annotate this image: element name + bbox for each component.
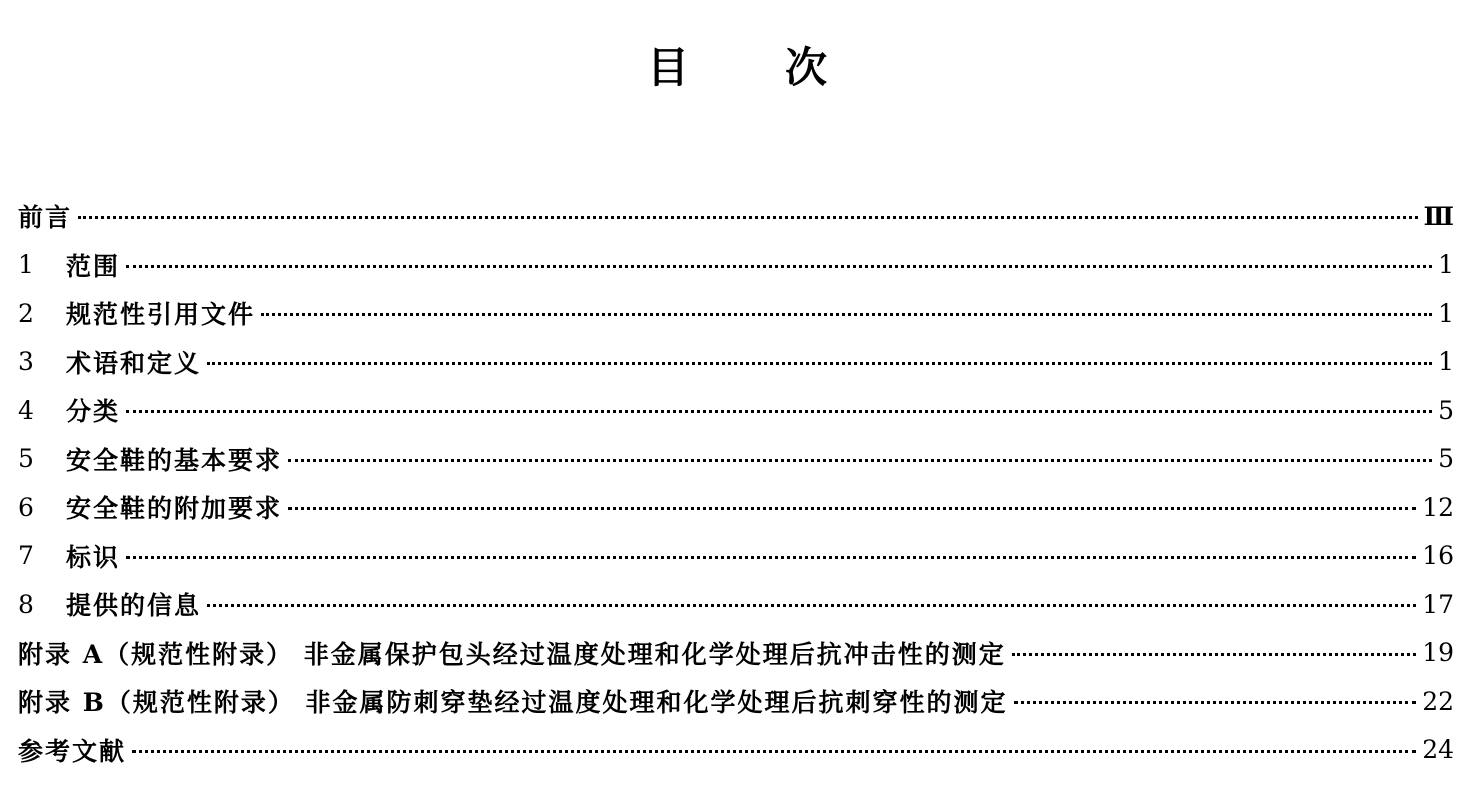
dot-leader (207, 349, 1432, 375)
toc-entry-4[interactable] (18, 386, 1454, 435)
toc-entry-page: 19 (1422, 638, 1454, 668)
toc-entry-label: 安全鞋的附加要求 (66, 494, 283, 524)
toc-entry-number: 4 (18, 395, 34, 425)
dot-leader (1014, 688, 1417, 714)
dot-leader (132, 737, 1416, 763)
page-title (0, 38, 1474, 98)
toc-entry-appendix-b[interactable] (18, 677, 1454, 726)
toc-entry-number: 6 (18, 492, 34, 522)
toc-entry-page: 1 (1438, 347, 1454, 377)
toc-entry-1[interactable] (18, 241, 1454, 290)
toc-entry-label: 前言 (18, 203, 73, 233)
dot-leader (78, 203, 1418, 229)
toc-entry-number: 8 (18, 589, 34, 619)
toc-entry-appendix-a[interactable] (18, 629, 1454, 678)
title-char-2: 次 (785, 43, 828, 92)
toc-entry-label: 规范性引用文件 (66, 300, 256, 330)
toc-entry-page: 24 (1422, 735, 1454, 765)
toc-entry-label: 分类 (66, 397, 121, 427)
toc-entry-number: 2 (18, 298, 34, 328)
toc-entry-label: 术语和定义 (66, 348, 202, 378)
title-char-1: 目 (646, 43, 689, 92)
toc-entry-number: 3 (18, 347, 34, 377)
dot-leader (126, 397, 1432, 423)
toc-entry-label: 提供的信息 (66, 591, 202, 621)
toc-entry-6[interactable] (18, 483, 1454, 532)
toc-entry-page: 12 (1422, 492, 1454, 522)
dot-leader (126, 543, 1416, 569)
toc-entry-label: 附录 B（规范性附录） 非金属防刺穿垫经过温度处理和化学处理后抗刺穿性的测定 (18, 688, 1008, 718)
toc-entry-label: 安全鞋的基本要求 (66, 445, 283, 475)
toc-entry-page: 1 (1438, 250, 1454, 280)
toc-entry-page: 5 (1438, 395, 1454, 425)
toc-entry-8[interactable] (18, 580, 1454, 629)
toc-entry-label: 参考文献 (18, 736, 127, 766)
toc-entry-page: 22 (1422, 686, 1454, 716)
toc-entry-label: 范围 (66, 251, 121, 281)
dot-leader (207, 591, 1416, 617)
dot-leader (1012, 640, 1416, 666)
dot-leader (288, 446, 1432, 472)
toc-entry-label: 附录 A（规范性附录） 非金属保护包头经过温度处理和化学处理后抗冲击性的测定 (18, 639, 1006, 669)
toc-entry-number: 5 (18, 444, 34, 474)
toc-entry-references[interactable] (18, 726, 1454, 775)
table-of-contents (18, 192, 1454, 774)
toc-entry-5[interactable] (18, 435, 1454, 484)
dot-leader (288, 494, 1416, 520)
toc-entry-page: Ⅲ (1423, 201, 1454, 231)
toc-entry-number: 1 (18, 250, 34, 280)
toc-entry-2[interactable] (18, 289, 1454, 338)
toc-entry-page: 17 (1422, 589, 1454, 619)
dot-leader (261, 300, 1432, 326)
toc-entry-page: 1 (1438, 298, 1454, 328)
toc-entry-page: 16 (1422, 541, 1454, 571)
toc-entry-label: 标识 (66, 542, 121, 572)
toc-entry-7[interactable] (18, 532, 1454, 581)
toc-entry-3[interactable] (18, 338, 1454, 387)
toc-entry-number: 7 (18, 541, 34, 571)
dot-leader (126, 252, 1432, 278)
toc-entry-page: 5 (1438, 444, 1454, 474)
toc-entry-foreword[interactable] (18, 192, 1454, 241)
